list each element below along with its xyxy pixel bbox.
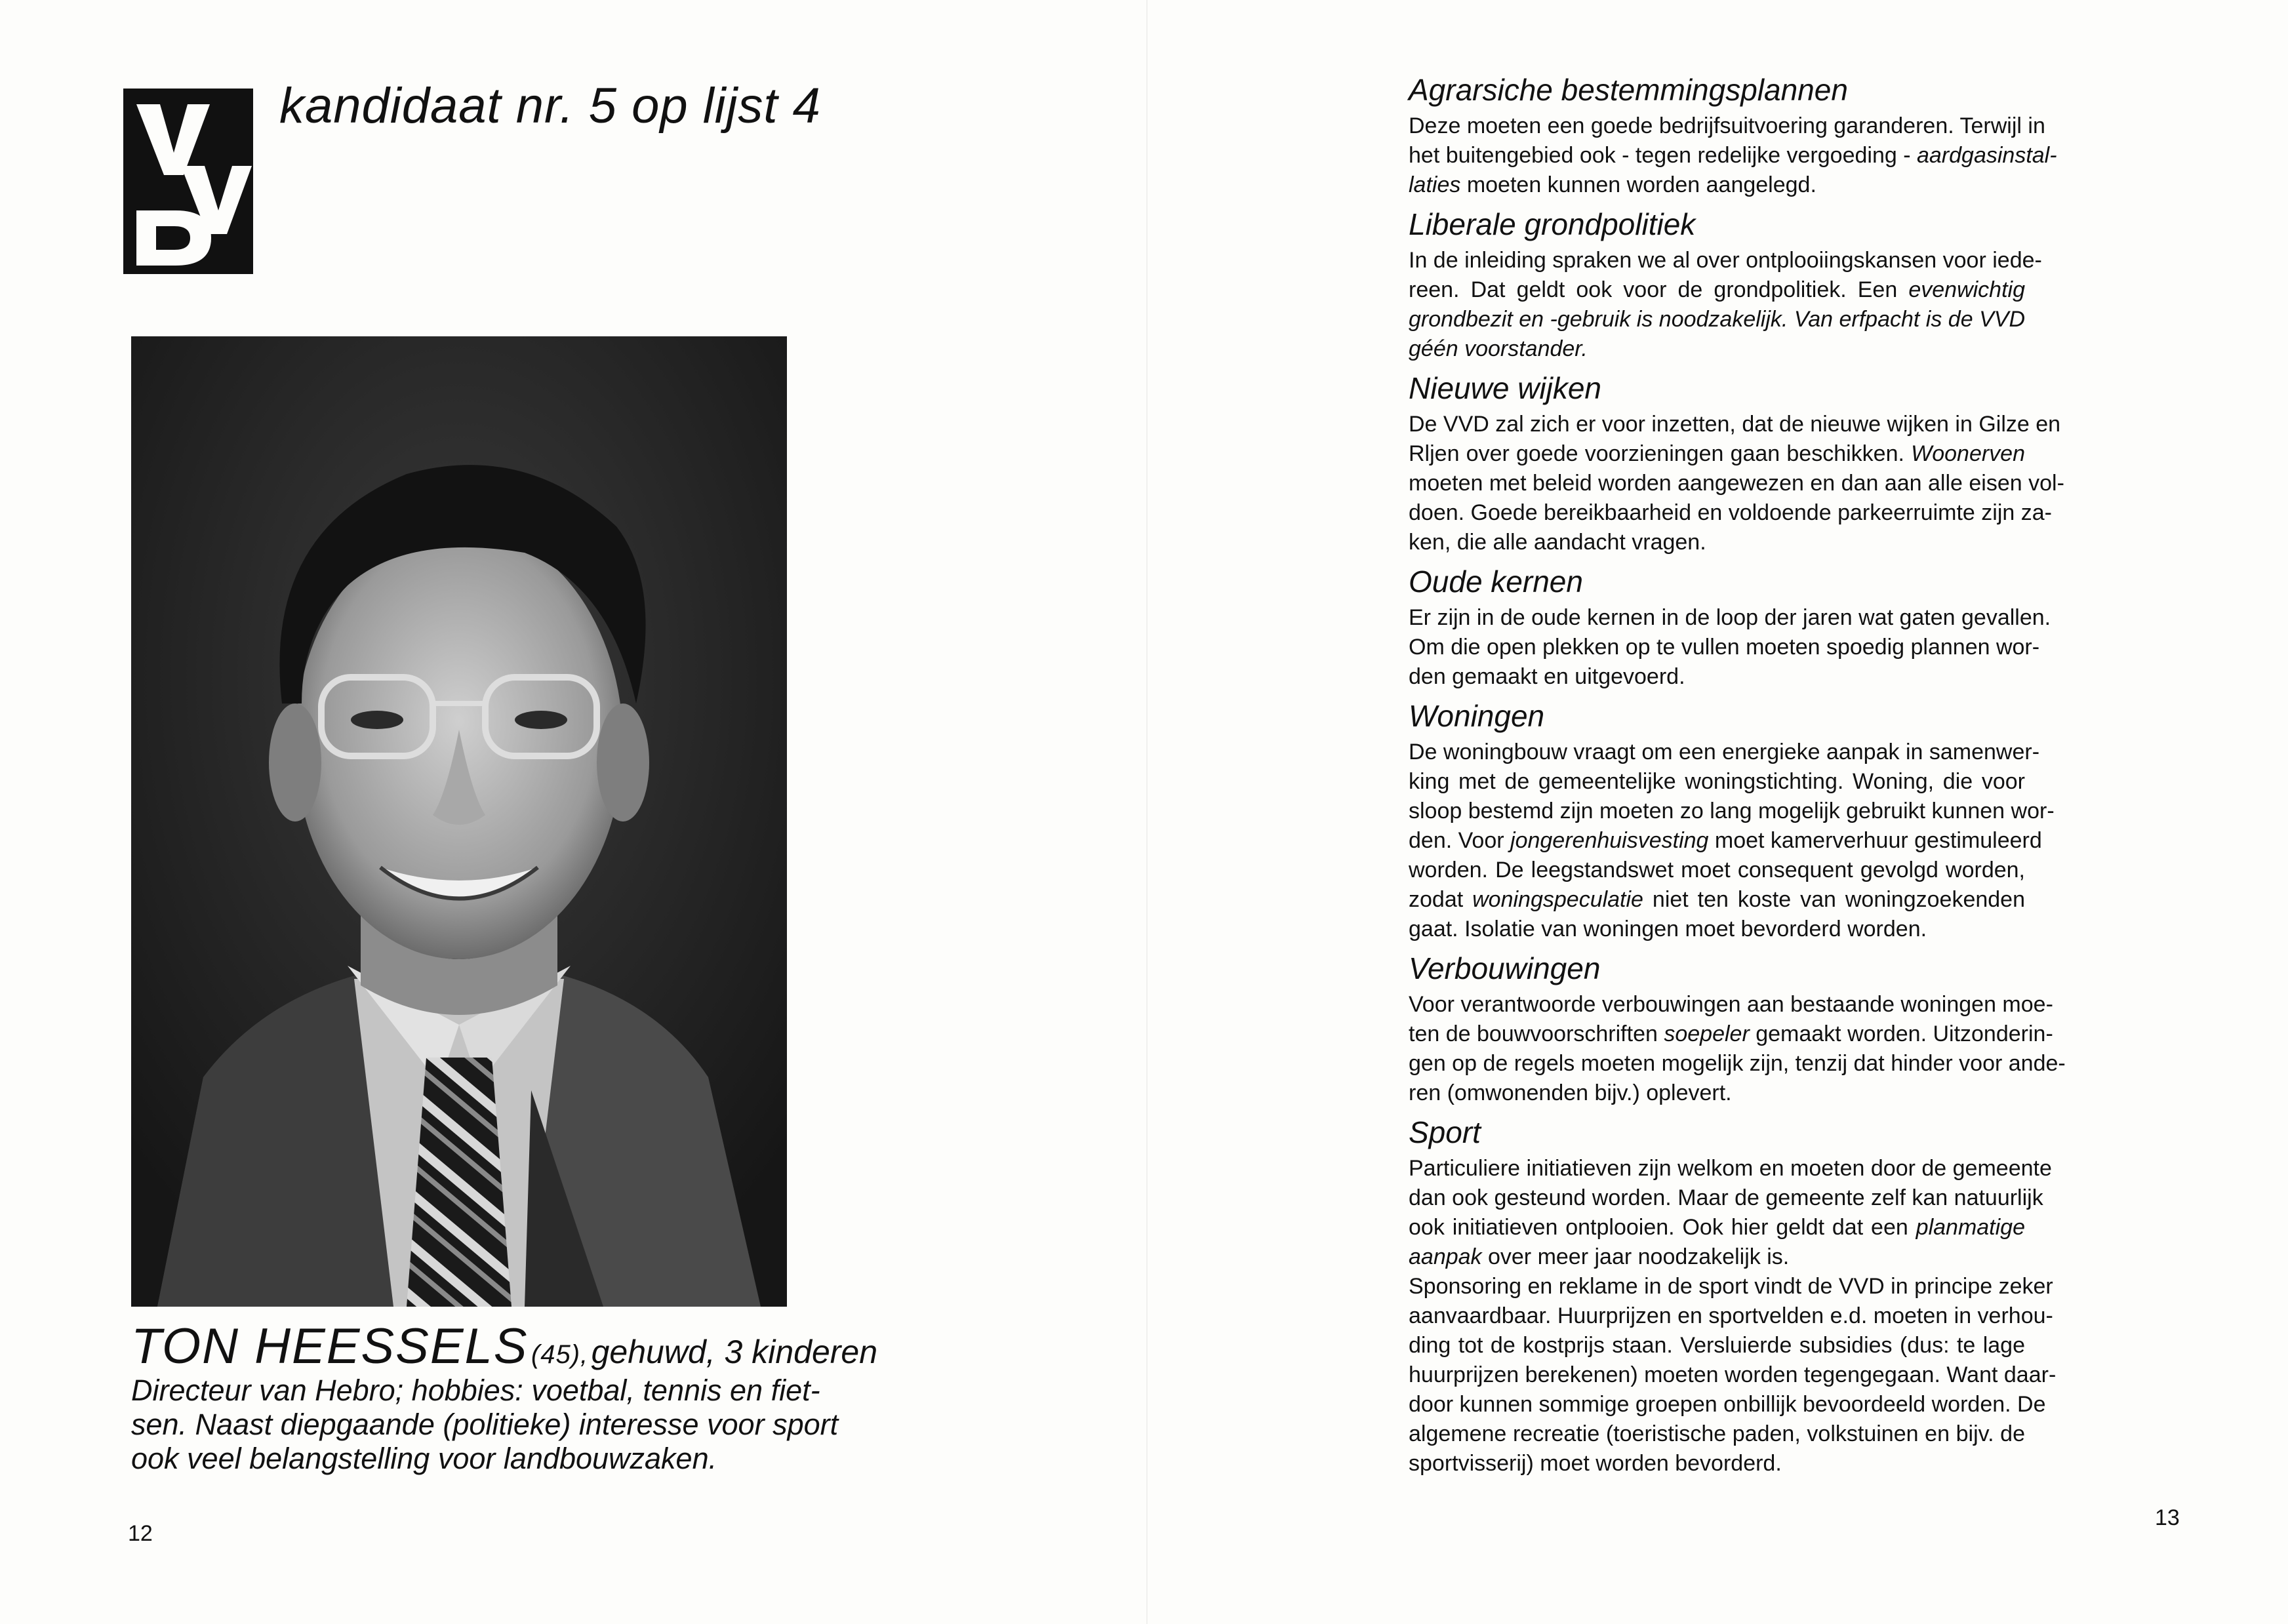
body-text: worden. De leegstandswet moet consequent gevolgd worden,	[1409, 858, 2025, 882]
section-body	[1409, 111, 2057, 200]
page-number: 13	[2155, 1505, 2180, 1530]
page-number: 12	[128, 1521, 153, 1546]
body-text: algemene recreatie (toeristische paden, volkstuinen en bijv. de	[1409, 1421, 2025, 1446]
body-text: gemaakt worden. Uitzonderin-	[1749, 1021, 2053, 1046]
emphasis-text: jongerenhuisvesting	[1510, 828, 1709, 853]
body-text: ren (omwonenden bijv.) oplevert.	[1409, 1080, 1732, 1105]
text-line	[1409, 797, 2055, 826]
body-text: doen. Goede bereikbaarheid en voldoende parkeerruimte zijn za-	[1409, 500, 2052, 525]
left-page	[0, 0, 1141, 1624]
emphasis-text: planmatige	[1916, 1215, 2025, 1240]
text-line	[1409, 767, 2025, 797]
text-line	[1409, 305, 2025, 334]
section-body	[1409, 990, 2066, 1108]
body-text: het buitengebied ook - tegen redelijke vergoeding -	[1409, 143, 1917, 168]
body-text: ten de bouwvoorschriften	[1409, 1021, 1664, 1046]
body-text: Om die open plekken op te vullen moeten spoedig plannen wor-	[1409, 635, 2040, 660]
text-line	[1409, 1360, 2057, 1390]
body-text: aanvaardbaar. Huurprijzen en sportvelden e.d. moeten in verhou-	[1409, 1303, 2053, 1328]
text-line	[1409, 738, 2040, 767]
body-text: Sponsoring en reklame in de sport vindt de VVD in principe zeker	[1409, 1274, 2053, 1299]
emphasis-text: soepeler	[1664, 1021, 1750, 1046]
body-text: Deze moeten een goede bedrijfsuitvoering garanderen. Terwijl in	[1409, 113, 2045, 138]
text-line	[1409, 1049, 2066, 1079]
text-line	[1409, 1154, 2052, 1183]
body-text: De woningbouw vraagt om een energieke aanpak in samenwer-	[1409, 740, 2040, 764]
right-page	[1154, 0, 2288, 1624]
candidate-family: gehuwd, 3 kinderen	[591, 1334, 878, 1370]
text-line	[1409, 885, 2025, 915]
text-line	[1409, 1449, 2025, 1478]
candidate-name-line	[131, 1318, 984, 1375]
bio-line: ook veel belangstelling voor landbouwzaken.	[131, 1442, 717, 1475]
candidate-name: TON HEESSELS	[131, 1318, 529, 1374]
body-text: gen op de regels moeten mogelijk zijn, tenzij dat hinder voor ande-	[1409, 1051, 2066, 1076]
text-line	[1409, 856, 2025, 885]
text-line	[1409, 170, 2025, 200]
body-text: Voor verantwoorde verbouwingen aan bestaande woningen moe-	[1409, 992, 2053, 1017]
body-text: ook initiatieven ontplooien. Ook hier geldt dat een	[1409, 1215, 1916, 1240]
text-line	[1409, 410, 2061, 439]
body-text: moet kamerverhuur gestimuleerd	[1708, 828, 2042, 853]
section-body	[1409, 410, 2064, 557]
text-line	[1409, 1242, 2025, 1272]
section-title: Liberale grondpolitiek	[1409, 207, 1696, 241]
body-text: In de inleiding spraken we al over ontplooiingskansen voor iede-	[1409, 248, 2042, 273]
text-line	[1409, 633, 2040, 662]
body-text: huurprijzen berekenen) moeten worden tegengegaan. Want daar-	[1409, 1362, 2057, 1387]
policy-article	[1409, 72, 2066, 1478]
body-text: over meer jaar noodzakelijk is.	[1481, 1244, 1790, 1269]
candidate-age: (45),	[531, 1340, 589, 1369]
vvd-logo-mark	[123, 89, 253, 274]
text-line	[1409, 141, 2057, 170]
section-title: Agrarsiche bestemmingsplannen	[1409, 73, 1848, 107]
emphasis-text: woningspeculatie	[1472, 887, 1643, 912]
body-text: sportvisserij) moet worden bevorderd.	[1409, 1451, 1782, 1476]
text-line	[1409, 1183, 2043, 1213]
body-text: den gemaakt en uitgevoerd.	[1409, 664, 1685, 689]
candidate-portrait	[131, 336, 787, 1307]
body-text: Particuliere initiatieven zijn welkom en moeten door de gemeente	[1409, 1156, 2052, 1181]
text-line	[1409, 1390, 2046, 1419]
body-text: De VVD zal zich er voor inzetten, dat de nieuwe wijken in Gilze en	[1409, 412, 2061, 437]
body-text: den. Voor	[1409, 828, 1511, 853]
text-line	[1409, 469, 2064, 498]
body-text: Rljen over goede voorzieningen gaan beschikken.	[1409, 441, 1912, 466]
text-line	[1409, 498, 2052, 528]
emphasis-text: géén voorstander.	[1409, 336, 1588, 361]
section-title: Sport	[1409, 1115, 1481, 1149]
section-title: Woningen	[1409, 699, 1545, 733]
text-line	[1409, 1213, 2025, 1242]
body-text: sloop bestemd zijn moeten zo lang mogelijk gebruikt kunnen wor-	[1409, 799, 2055, 823]
text-line	[1409, 826, 2042, 856]
text-line	[1409, 334, 2025, 364]
candidate-list-header: kandidaat nr. 5 op lijst 4	[279, 78, 821, 134]
body-text: moeten kunnen worden aangelegd.	[1460, 172, 1816, 197]
bio-line: sen. Naast diepgaande (politieke) interesse voor sport	[131, 1408, 839, 1441]
section-body	[1409, 738, 2055, 944]
text-line	[1409, 603, 2051, 633]
section-title: Verbouwingen	[1409, 951, 1601, 985]
body-text: ken, die alle aandacht vragen.	[1409, 530, 1706, 555]
body-text: reen. Dat geldt ook voor de grondpolitiek. Een	[1409, 277, 1909, 302]
body-text: king met de gemeentelijke woningstichting. Woning, die voor	[1409, 769, 2025, 794]
text-line	[1409, 1020, 2053, 1049]
body-text: niet ten koste van woningzoekenden	[1643, 887, 2025, 912]
body-text: gaat. Isolatie van woningen moet bevorderd worden.	[1409, 917, 1927, 941]
text-line	[1409, 915, 2025, 944]
text-line	[1409, 1331, 2025, 1360]
text-line	[1409, 439, 2025, 469]
candidate-bio	[131, 1374, 918, 1476]
text-line	[1409, 1272, 2053, 1301]
emphasis-text: laties	[1409, 172, 1461, 197]
emphasis-text: aardgasinstal-	[1916, 143, 2057, 168]
emphasis-text: evenwichtig	[1908, 277, 2025, 302]
page-fold	[1146, 0, 1148, 1624]
emphasis-text: aanpak	[1409, 1244, 1482, 1269]
section-body	[1409, 1154, 2057, 1478]
body-text: door kunnen sommige groepen onbillijk bevoordeeld worden. De	[1409, 1392, 2046, 1417]
section-body	[1409, 603, 2051, 692]
body-text: ding tot de kostprijs staan. Versluierde subsidies (dus: te lage	[1409, 1333, 2025, 1358]
text-line	[1409, 275, 2025, 305]
emphasis-text: grondbezit en -gebruik is noodzakelijk. Van erfpacht is de VVD	[1409, 307, 2025, 332]
section-title: Nieuwe wijken	[1409, 371, 1602, 405]
portrait-image	[131, 336, 787, 1307]
emphasis-text: Woonerven	[1911, 441, 2025, 466]
body-text: dan ook gesteund worden. Maar de gemeente zelf kan natuurlijk	[1409, 1185, 2043, 1210]
text-line	[1409, 1079, 2025, 1108]
text-line	[1409, 990, 2053, 1020]
text-line	[1409, 528, 2025, 557]
body-text: Er zijn in de oude kernen in de loop der jaren wat gaten gevallen.	[1409, 605, 2051, 630]
vvd-logo	[123, 89, 253, 274]
text-line	[1409, 662, 2025, 692]
bio-line: Directeur van Hebro; hobbies: voetbal, tennis en fiet-	[131, 1374, 820, 1407]
text-line	[1409, 111, 2045, 141]
body-text: moeten met beleid worden aangewezen en dan aan alle eisen vol-	[1409, 471, 2064, 496]
text-line	[1409, 1301, 2053, 1331]
section-title: Oude kernen	[1409, 564, 1583, 599]
section-body	[1409, 246, 2042, 364]
text-line	[1409, 1419, 2025, 1449]
text-line	[1409, 246, 2042, 275]
body-text: zodat	[1409, 887, 1473, 912]
